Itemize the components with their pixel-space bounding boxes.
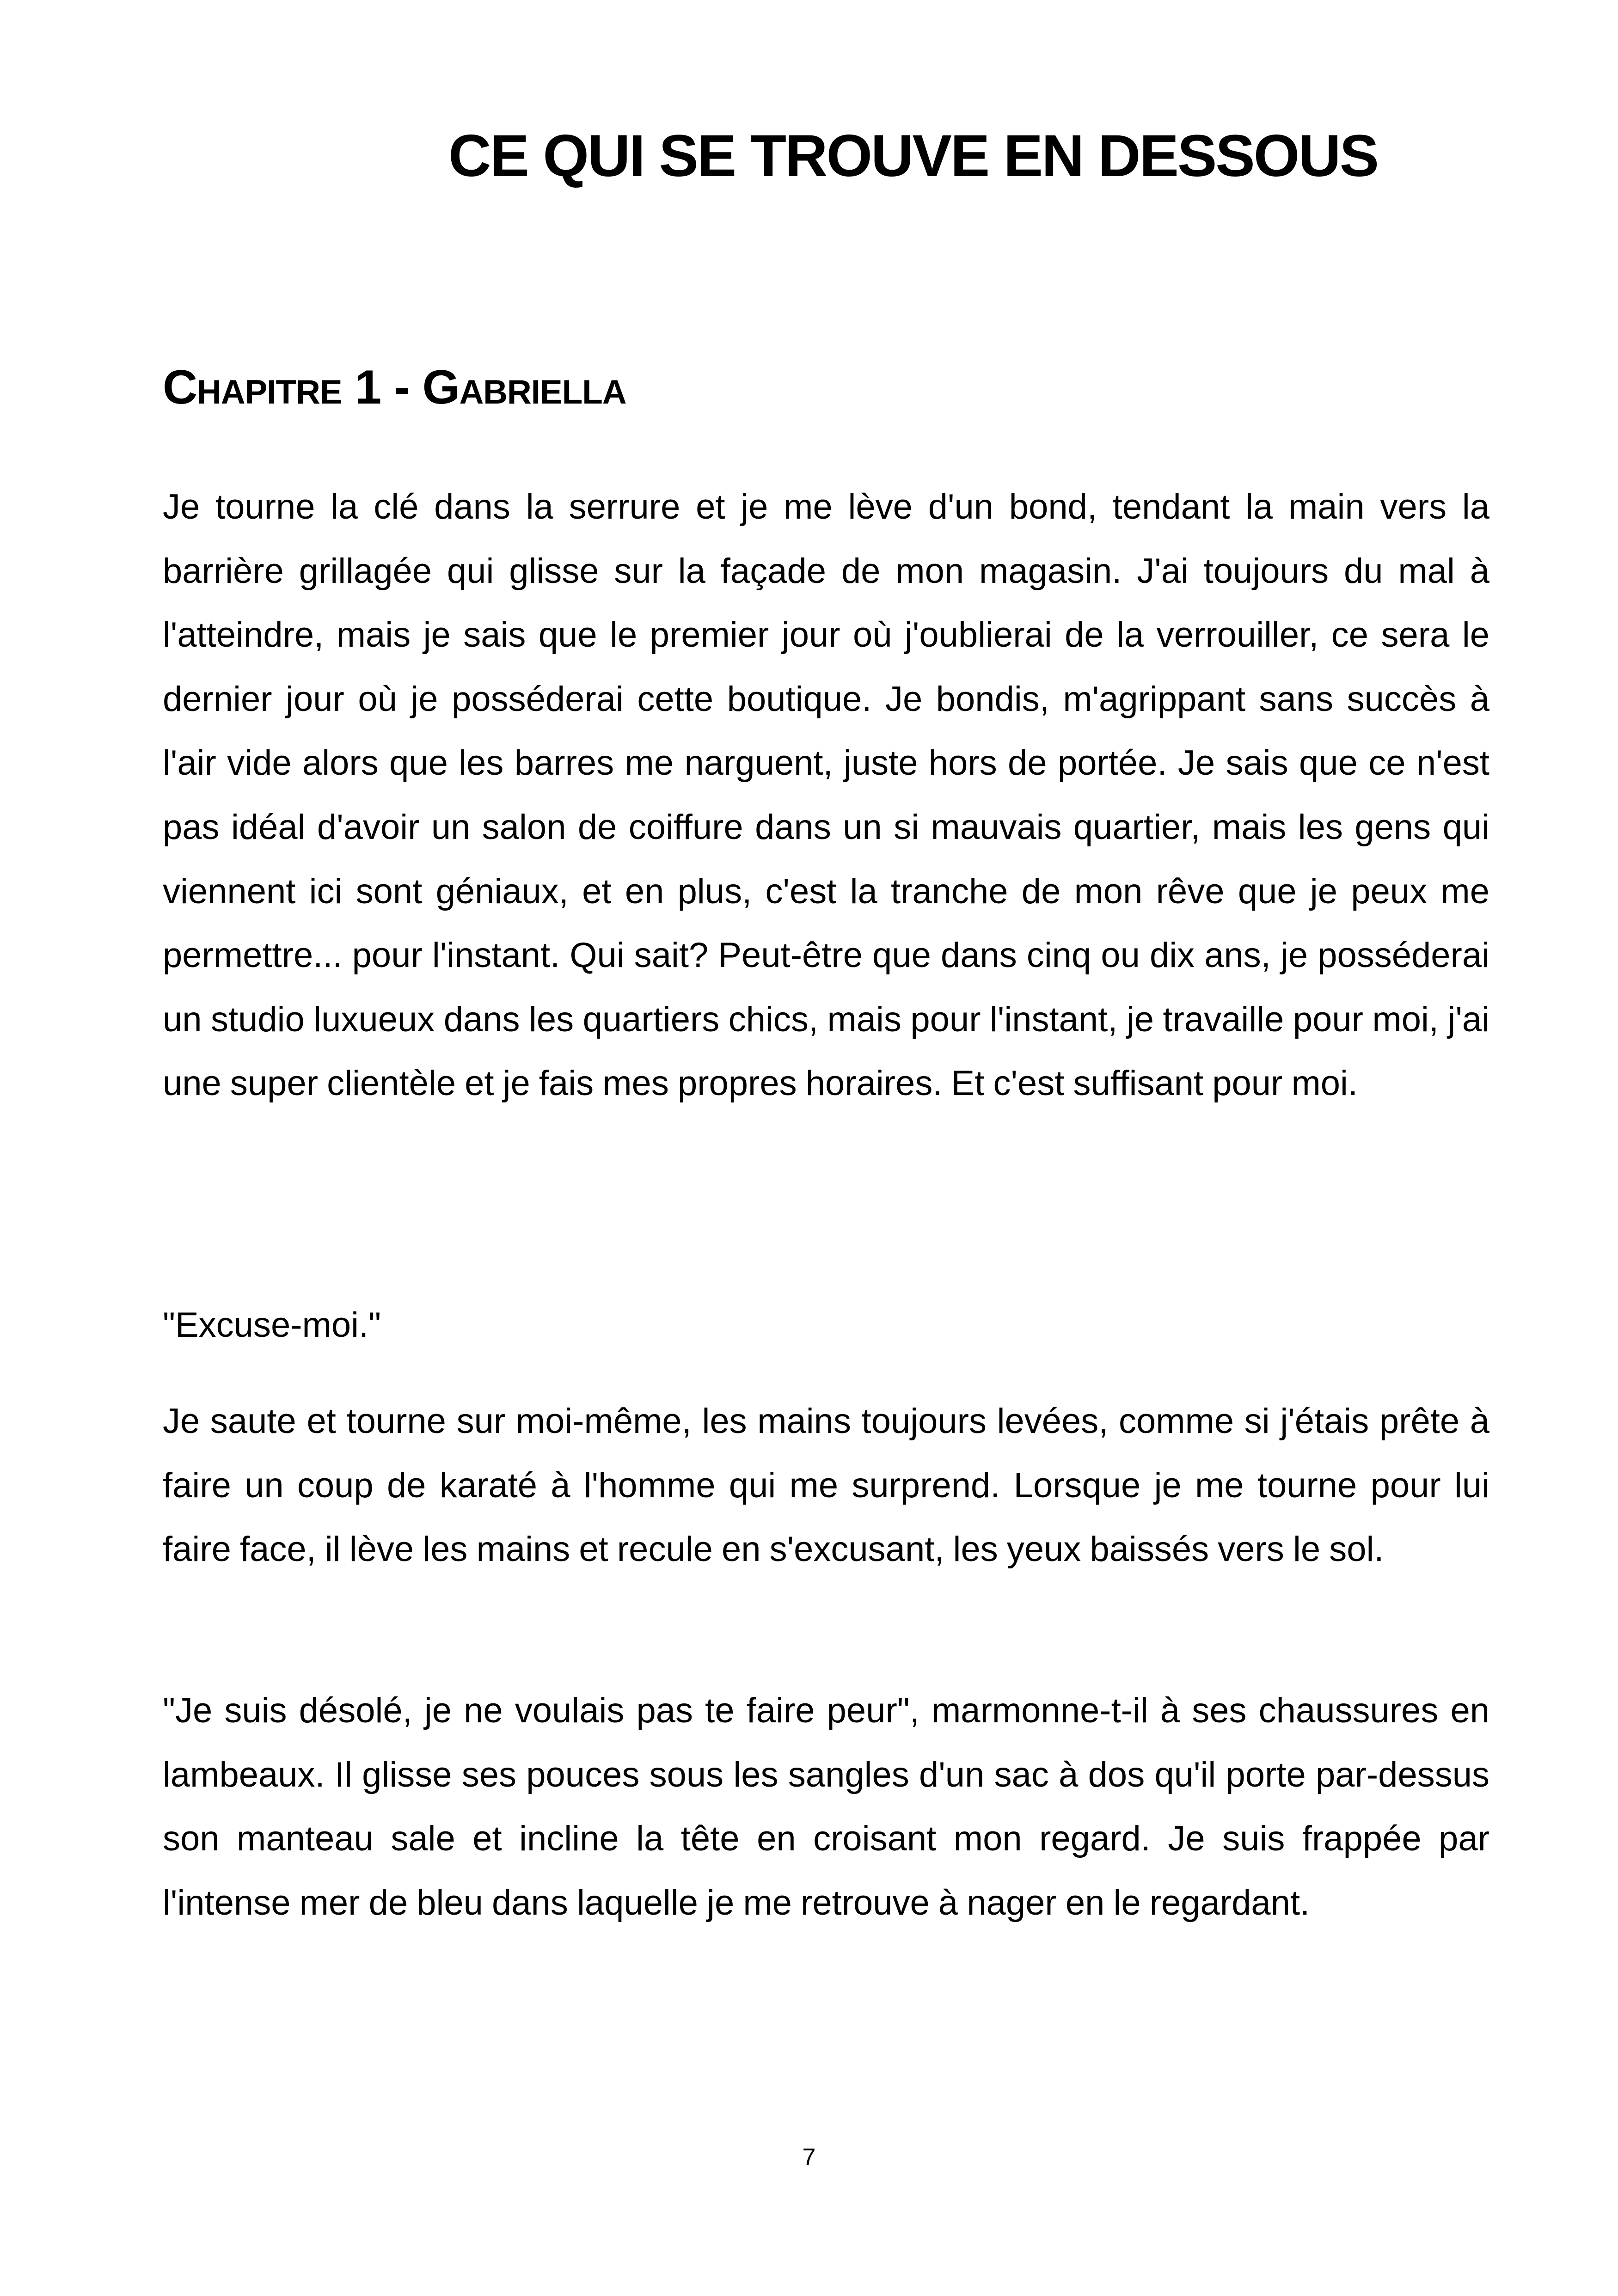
paragraph: Je saute et tourne sur moi-même, les mains toujours levées, comme si j'étais prête à faire un coup de karaté à l'homme qui me surprend. Lorsque je me tourne pour lui faire face, il lève les mains et recule en s'excusant, les yeux baissés vers le sol. xyxy=(163,1402,1489,1569)
chapter-heading: Chapitre 1 - Gabriella xyxy=(163,361,626,414)
paragraph: Je tourne la clé dans la serrure et je me lève d'un bond, tendant la main vers la barrière grillagée qui glisse sur la façade de mon magasin. J'ai toujours du mal à l'atteindre, mais je sais que le premier jour où j'oublierai de la verrouiller, ce sera le dernier jour où je posséderai cette boutique. Je bondis, m'agrippant sans succès à l'air vide alors que les barres me narguent, juste hors de portée. Je sais que ce n'est pas idéal d'avoir un salon de coiffure dans un si mauvais quartier, mais les gens qui viennent ici sont géniaux, et en plus, c'est la tranche de mon rêve que je peux me permettre... pour l'instant. Qui sait? Peut-être que dans cinq ou dix ans, je posséderai un studio luxueux dans les quartiers chics, mais pour l'instant, je travaille pour moi, j'ai une super clientèle et je fais mes propres horaires. Et c'est suffisant pour moi. xyxy=(163,487,1489,1103)
paragraph: "Je suis désolé, je ne voulais pas te faire peur", marmonne-t-il à ses chaussures en lambeaux. Il glisse ses pouces sous les sangles d'un sac à dos qu'il porte par-dessus son manteau sale et incline la tête en croisant mon regard. Je suis frappée par l'intense mer de bleu dans laquelle je me retrouve à nager en le regardant. xyxy=(163,1691,1489,1923)
page-number: 7 xyxy=(802,2144,816,2171)
book-title: CE QUI SE TROUVE EN DESSOUS xyxy=(448,123,1378,189)
paragraph: "Excuse-moi." xyxy=(163,1305,381,1345)
